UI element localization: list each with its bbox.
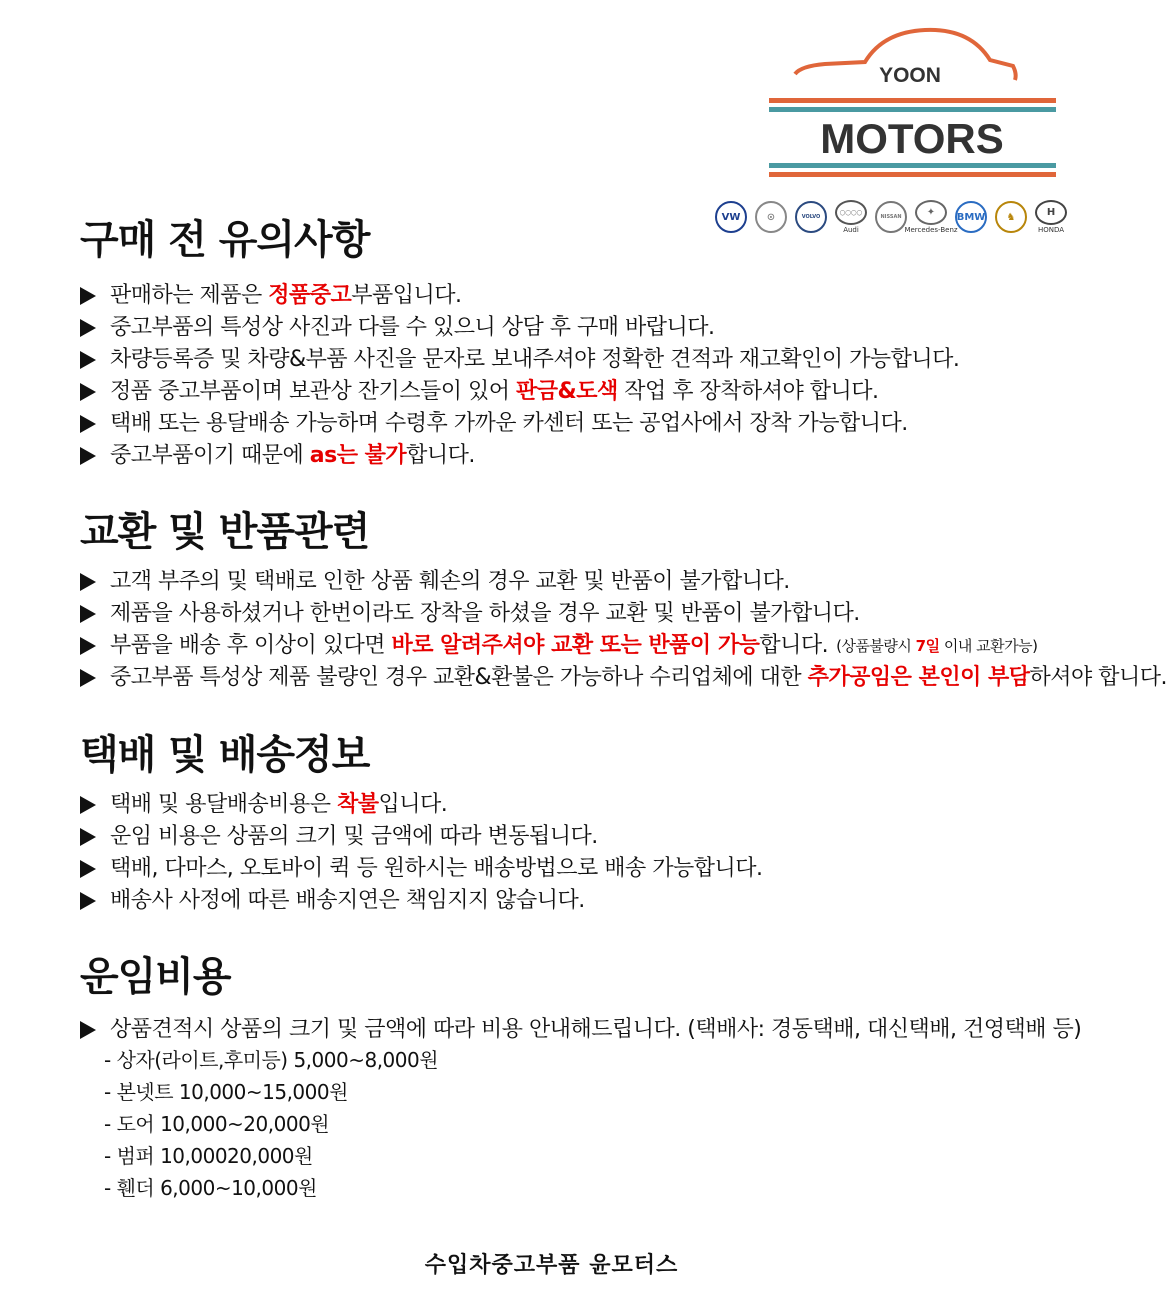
bullet-triangle-icon xyxy=(80,415,96,433)
item-text: 중고부품의 특성상 사진과 다를 수 있으니 상담 후 구매 바랍니다. xyxy=(110,315,715,340)
porsche-logo xyxy=(993,200,1029,234)
list-item xyxy=(80,440,959,472)
item-text: 배송사 사정에 따른 배송지연은 책임지지 않습니다. xyxy=(110,888,585,913)
section-title-shipping-cost: 운임비용 xyxy=(80,954,231,1000)
porsche-logo-icon: ♞ xyxy=(995,201,1027,233)
item-text: 제품을 사용하셨거나 한번이라도 장착을 하셨을 경우 교환 및 반품이 불가합니다. xyxy=(110,601,860,626)
list-item xyxy=(80,630,1167,662)
list-item xyxy=(80,853,762,885)
honda-logo xyxy=(1033,200,1069,234)
section-title-returns: 교환 및 반품관련 xyxy=(80,509,370,555)
fee-item: - 도어 10,000~20,000원 xyxy=(104,1112,330,1136)
exchange-note: (상품불량시 7일 이내 교환가능) xyxy=(836,637,1038,655)
mercedes-logo-label: Mercedes-Benz xyxy=(904,226,958,234)
list-item xyxy=(80,376,959,408)
mercedes-logo xyxy=(904,200,958,234)
audi-logo-label: Audi xyxy=(843,226,859,234)
shipping-cost-list xyxy=(80,1014,1081,1046)
item-text: 차량등록증 및 차량&부품 사진을 문자로 보내주셔야 정확한 견적과 재고확인이 가능합니다. xyxy=(110,347,960,372)
highlight-text: 바로 알려주셔야 교환 또는 반품이 가능 xyxy=(391,633,760,658)
list-item xyxy=(80,566,1167,598)
volvo-logo xyxy=(793,200,829,234)
list-item xyxy=(80,408,959,440)
list-item: 상품견적시 상품의 크기 및 금액에 따라 비용 안내해드립니다. (택배사: 경동택배, 대신택배, 건영택배 등) xyxy=(80,1014,1081,1046)
vw-logo-icon: VW xyxy=(715,201,747,233)
bullet-triangle-icon xyxy=(80,860,96,878)
fee-list xyxy=(104,1044,438,1204)
list-item xyxy=(80,280,959,312)
bmw-logo xyxy=(953,200,989,234)
honda-logo-icon: H xyxy=(1035,200,1067,225)
bmw-logo-icon: BMW xyxy=(955,201,987,233)
item-text: 판매하는 제품은 정품중고부품입니다. xyxy=(110,283,462,308)
item-text: 부품을 배송 후 이상이 있다면 바로 알려주셔야 교환 또는 반품이 가능합니다. xyxy=(110,633,829,658)
volvo-logo-icon: VOLVO xyxy=(795,201,827,233)
list-item xyxy=(80,598,1167,630)
bullet-triangle-icon xyxy=(80,319,96,337)
mercedes-logo-icon: ✦ xyxy=(915,200,947,225)
highlight-text: as는 불가 xyxy=(309,443,407,468)
highlight-text: 착불 xyxy=(337,792,379,817)
bullet-triangle-icon xyxy=(80,573,96,591)
item-text: 중고부품이기 때문에 as는 불가합니다. xyxy=(110,443,475,468)
audi-logo-icon: ◯◯◯◯ xyxy=(835,200,867,225)
item-text: 운임 비용은 상품의 크기 및 금액에 따라 변동됩니다. xyxy=(110,824,598,849)
list-item xyxy=(80,662,1167,694)
list-item xyxy=(80,312,959,344)
bullet-triangle-icon xyxy=(80,1021,96,1039)
bullet-triangle-icon xyxy=(80,669,96,687)
list-item xyxy=(80,821,762,853)
brand-logos xyxy=(713,200,1069,234)
item-text: 중고부품 특성상 제품 불량인 경우 교환&환불은 가능하나 수리업체에 대한 추가공임은 본인이 부담하셔야 합니다. xyxy=(110,665,1167,690)
logo-main-text: MOTORS xyxy=(820,115,1004,162)
bullet-triangle-icon xyxy=(80,892,96,910)
bullet-triangle-icon xyxy=(80,637,96,655)
toyota-logo-icon: ⊙ xyxy=(755,201,787,233)
returns-list xyxy=(80,566,1167,694)
list-item xyxy=(80,344,959,376)
footer-brand: 수입차중고부품 윤모터스 xyxy=(424,1253,679,1278)
logo-top-text: YOON xyxy=(879,64,941,87)
fee-item: - 휀더 6,000~10,000원 xyxy=(104,1176,317,1200)
bullet-triangle-icon xyxy=(80,383,96,401)
list-item xyxy=(80,885,762,917)
bullet-triangle-icon xyxy=(80,605,96,623)
fee-item: - 본넷트 10,000~15,000원 xyxy=(104,1080,348,1104)
audi-logo xyxy=(833,200,869,234)
nissan-logo-icon: NISSAN xyxy=(875,201,907,233)
section-title-shipping: 택배 및 배송정보 xyxy=(80,732,370,778)
precautions-list xyxy=(80,280,959,472)
item-text: 정품 중고부품이며 보관상 잔기스들이 있어 판금&도색 작업 후 장착하셔야 합니다. xyxy=(110,379,879,404)
fee-item: - 상자(라이트,후미등) 5,000~8,000원 xyxy=(104,1048,439,1072)
bullet-triangle-icon xyxy=(80,796,96,814)
item-text: 택배, 다마스, 오토바이 퀵 등 원하시는 배송방법으로 배송 가능합니다. xyxy=(110,856,763,881)
bullet-triangle-icon xyxy=(80,828,96,846)
yoon-motors-logo xyxy=(765,26,1060,186)
item-text: 택배 및 용달배송비용은 착불입니다. xyxy=(110,792,448,817)
highlight-text: 정품중고 xyxy=(268,283,352,308)
fee-item: - 범퍼 10,00020,000원 xyxy=(104,1144,313,1168)
honda-logo-label: HONDA xyxy=(1037,226,1065,234)
highlight-text: 판금&도색 xyxy=(516,379,618,404)
bullet-triangle-icon xyxy=(80,287,96,305)
item-text: 택배 또는 용달배송 가능하며 수령후 가까운 카센터 또는 공업사에서 장착 가능합니다. xyxy=(110,411,908,436)
bullet-triangle-icon xyxy=(80,351,96,369)
toyota-logo xyxy=(753,200,789,234)
list-item xyxy=(80,789,762,821)
vw-logo xyxy=(713,200,749,234)
highlight-text: 추가공임은 본인이 부담 xyxy=(807,665,1030,690)
item-text: 고객 부주의 및 택배로 인한 상품 훼손의 경우 교환 및 반품이 불가합니다. xyxy=(110,569,790,594)
bullet-triangle-icon xyxy=(80,447,96,465)
shipping-list xyxy=(80,789,762,917)
section-title-precautions: 구매 전 유의사항 xyxy=(80,217,370,263)
